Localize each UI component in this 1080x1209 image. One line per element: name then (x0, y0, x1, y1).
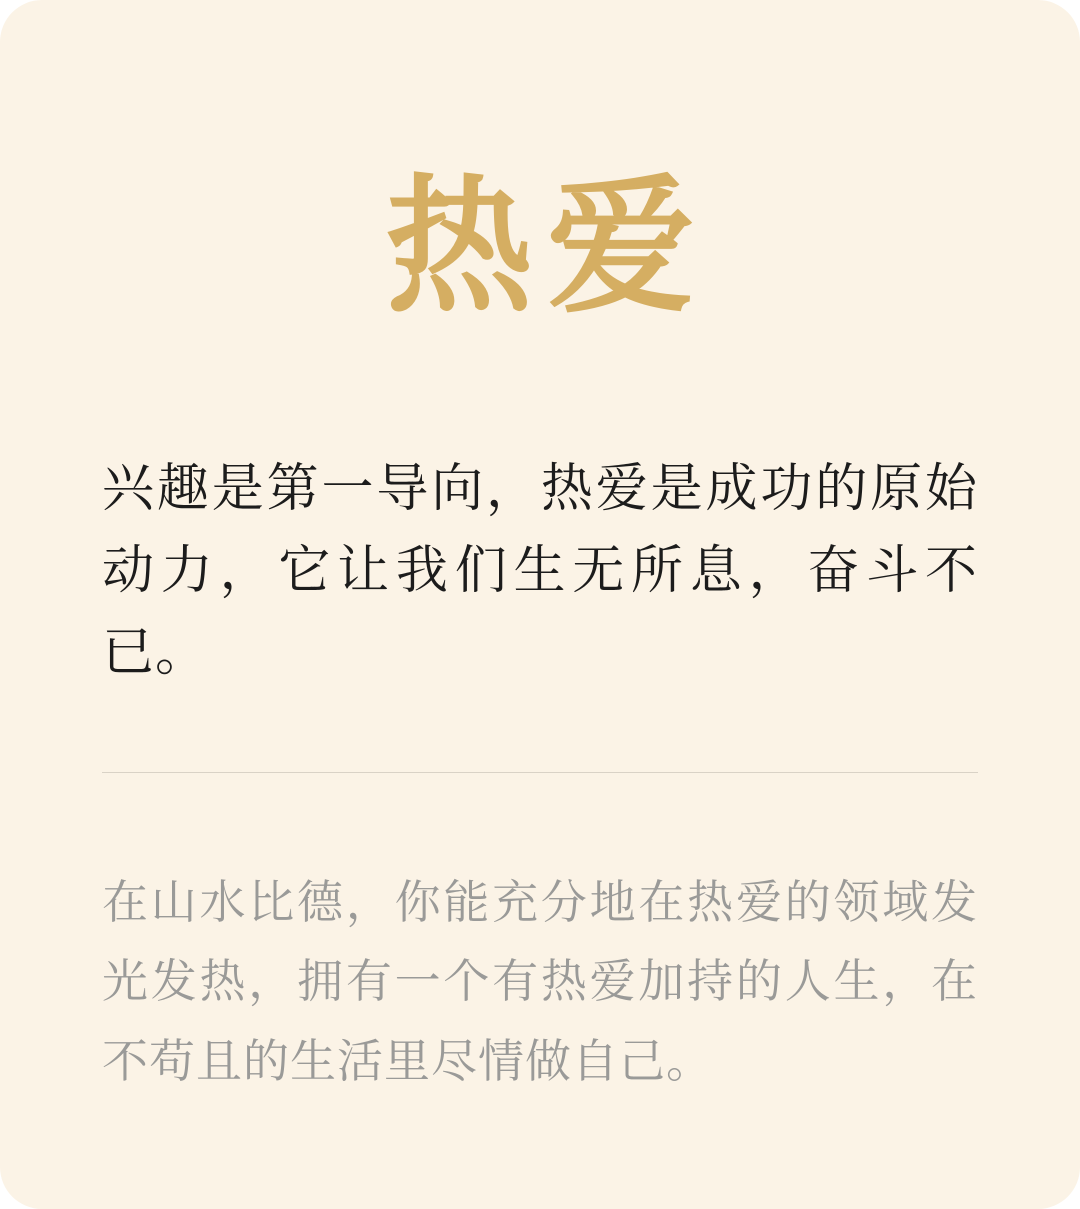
body-paragraph: 在山水比德，你能充分地在热爱的领域发光发热，拥有一个有热爱加持的人生，在不苟且的生活里尽情做自己。 (102, 876, 978, 1087)
page-title: 热爱 (385, 165, 709, 330)
lede-paragraph: 兴趣是第一导向，热爱是成功的原始动力，它让我们生无所息，奋斗不已。 (102, 459, 978, 683)
